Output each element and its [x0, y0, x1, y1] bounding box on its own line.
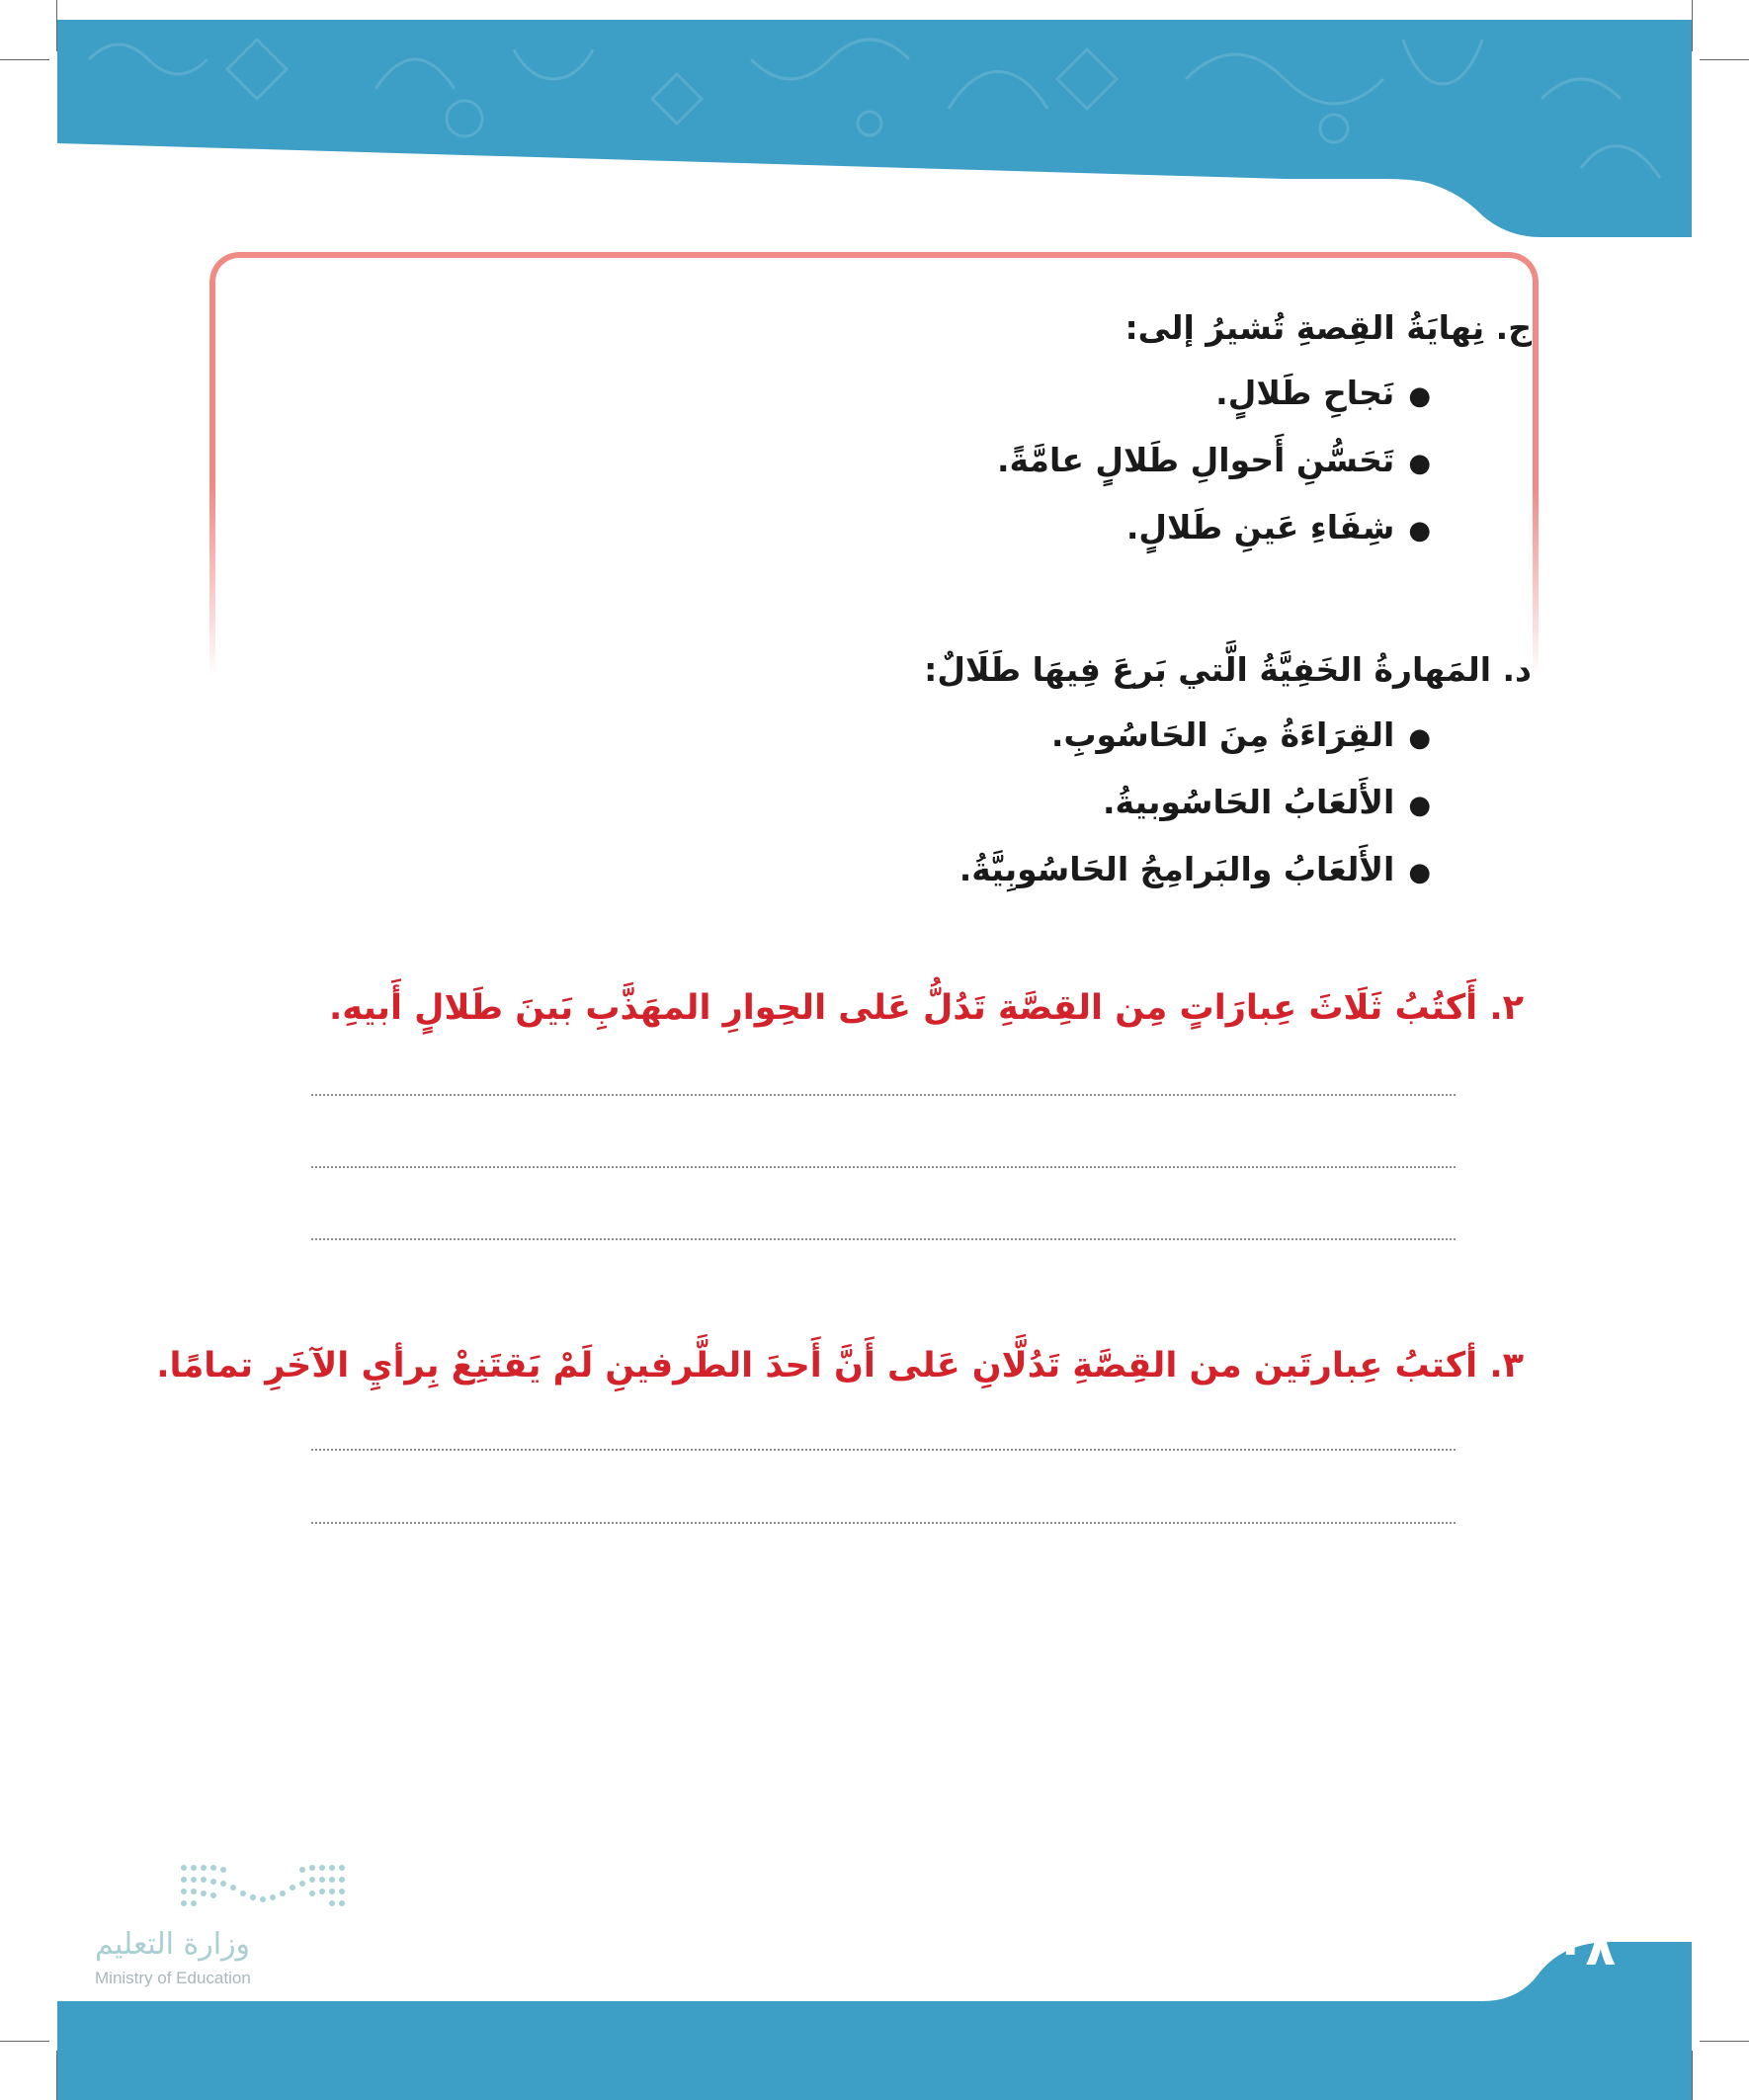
answer-line[interactable] — [311, 1449, 1456, 1451]
option-c-1 — [1215, 374, 1431, 412]
question-c-label: ج. — [1495, 308, 1532, 347]
bullet-icon: ● — [1408, 723, 1431, 753]
option-c-3 — [1126, 508, 1431, 546]
option-text: القِرَاءَةُ مِنَ الحَاسُوبِ. — [1050, 715, 1395, 754]
answer-line[interactable] — [311, 1238, 1456, 1240]
logo-arabic-text: وزارة التعليم — [95, 1927, 251, 1962]
logo-dots-icon — [178, 1858, 346, 1917]
bullet-icon: ● — [1408, 791, 1431, 820]
bullet-icon: ● — [1408, 449, 1431, 478]
option-d-1 — [1051, 715, 1431, 754]
option-c-2 — [997, 441, 1431, 479]
question-2: ٢. أَكتُبُ ثَلَاثَ عِبارَاتٍ مِن القِصَّةِ تَدُلُّ عَلى الحِوارِ المهَذَّبِ بَينَ طَلالٍ أَبيهِ. — [329, 988, 1524, 1028]
answer-line[interactable] — [311, 1094, 1456, 1096]
question-d — [924, 650, 1532, 689]
option-text: الأَلعَابُ الحَاسُوبيةُ. — [1102, 783, 1395, 821]
bullet-icon: ● — [1408, 858, 1431, 887]
option-text: شِفَاءِ عَينِ طَلالٍ. — [1125, 508, 1395, 546]
bullet-icon: ● — [1408, 516, 1431, 546]
option-d-2 — [1103, 783, 1431, 821]
question-c-prompt: نِهايَةُ القِصةِ تُشيرُ إلى: — [1124, 308, 1485, 347]
answer-line[interactable] — [311, 1522, 1456, 1524]
question-3: ٣. أكتبُ عِبارتَين من القِصَّةِ تَدُلَّانِ عَلى أَنَّ أَحدَ الطَّرفينِ لَمْ يَقتَنِعْ بِرأيِ الآخَرِ تمامًا. — [156, 1346, 1524, 1386]
page-number: ١٠٨ — [1525, 1919, 1616, 1976]
option-text: الأَلعَابُ والبَرامِجُ الحَاسُوبِيَّةُ. — [958, 850, 1395, 888]
option-text: تَحَسُّنِ أَحوالِ طَلالٍ عامَّةً. — [996, 441, 1395, 479]
bullet-icon: ● — [1408, 381, 1431, 411]
question-c — [1124, 308, 1532, 347]
option-d-3 — [959, 850, 1431, 888]
header-band — [0, 0, 1749, 237]
answer-line[interactable] — [311, 1166, 1456, 1168]
logo-english-text: Ministry of Education — [95, 1969, 251, 1987]
question-d-label: د. — [1502, 650, 1532, 689]
question-d-prompt: المَهارةُ الخَفِيَّةُ الَّتي بَرعَ فِيهَا طَلَالٌ: — [924, 650, 1492, 689]
option-text: نَجاحِ طَلالٍ. — [1215, 374, 1395, 412]
ministry-logo — [95, 1858, 352, 2006]
